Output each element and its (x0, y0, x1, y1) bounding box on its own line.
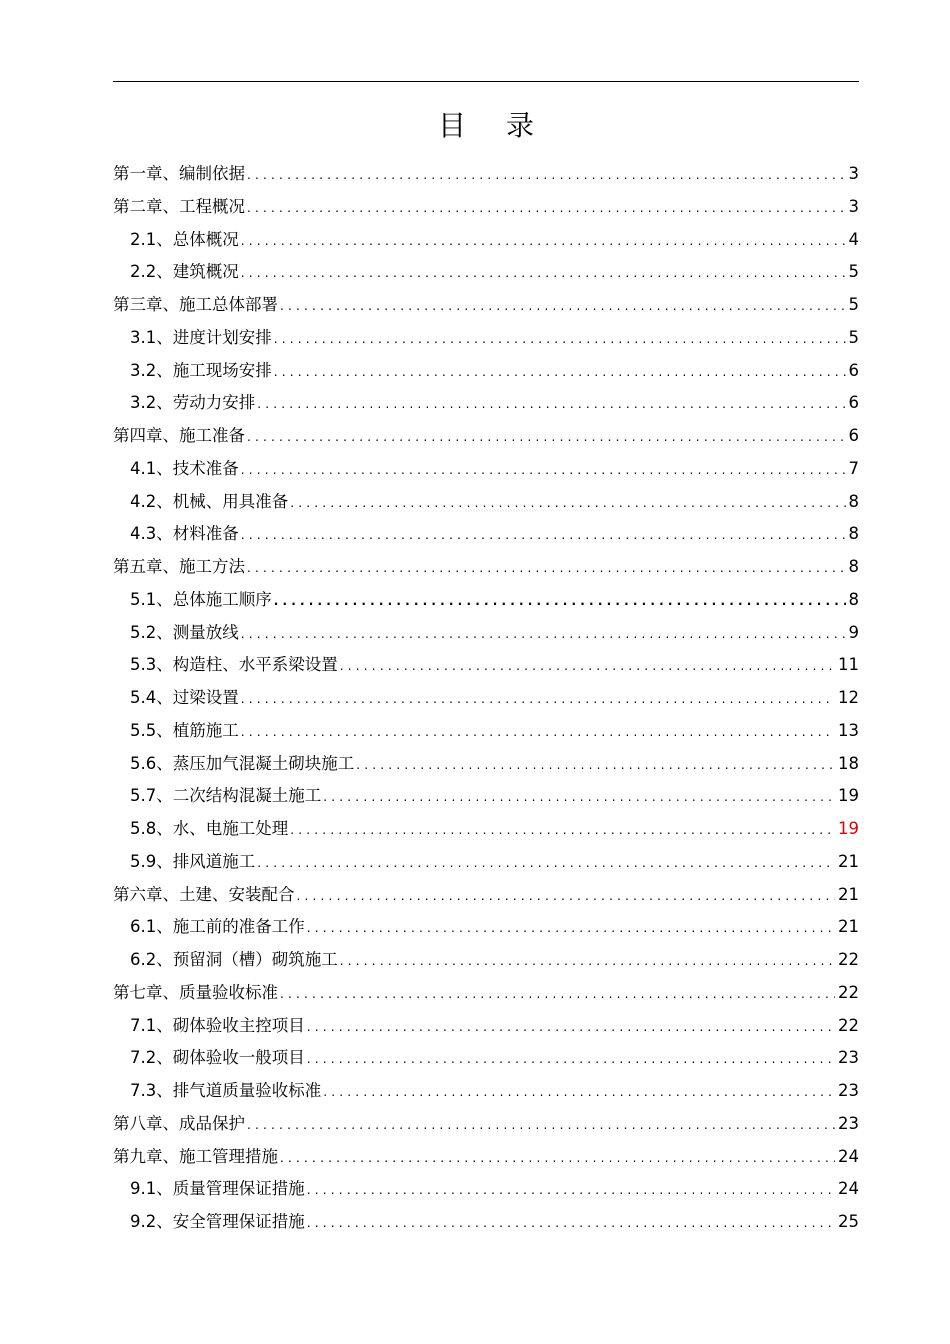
toc-list (113, 158, 859, 1239)
toc-entry-label: 第八章、成品保护 (113, 1113, 245, 1133)
toc-dot-leader (323, 1076, 835, 1109)
toc-entry[interactable] (113, 453, 859, 486)
toc-dot-leader (247, 552, 846, 585)
toc-entry-label: 5.4、过梁设置 (130, 688, 239, 707)
toc-entry[interactable] (113, 1075, 859, 1108)
toc-entry[interactable] (113, 518, 859, 551)
toc-entry-page-number: 6 (848, 360, 859, 380)
toc-entry-label: 第四章、施工准备 (113, 426, 245, 445)
toc-entry-page-number: 23 (838, 1081, 859, 1100)
toc-entry-page-number: 9 (848, 622, 859, 642)
toc-entry-label: 第五章、施工方法 (113, 557, 245, 576)
toc-dot-leader (257, 388, 845, 421)
toc-dot-leader (307, 1011, 835, 1044)
toc-entry[interactable] (113, 551, 859, 584)
toc-dot-leader (356, 749, 835, 782)
toc-entry[interactable] (113, 256, 859, 289)
toc-entry-page-number: 13 (838, 720, 859, 740)
toc-dot-leader (280, 1142, 835, 1175)
toc-entry-label: 5.3、构造柱、水平系梁设置 (130, 655, 338, 675)
toc-entry-page-number: 7 (848, 458, 859, 478)
toc-dot-leader (340, 945, 835, 978)
toc-entry[interactable] (113, 682, 859, 715)
toc-entry-page-number: 3 (848, 196, 859, 216)
toc-entry-label: 5.5、植筋施工 (130, 720, 239, 740)
toc-entry[interactable] (113, 191, 859, 224)
toc-dot-leader (307, 1174, 835, 1207)
toc-entry-label: 5.2、测量放线 (130, 622, 239, 642)
toc-dot-leader (297, 880, 836, 913)
toc-entry-label: 9.1、质量管理保证措施 (130, 1179, 305, 1199)
toc-dot-leader (241, 618, 846, 651)
toc-entry[interactable] (113, 1042, 859, 1075)
toc-dot-leader (323, 781, 835, 814)
toc-entry[interactable] (113, 387, 859, 420)
toc-entry-label: 5.9、排风道施工 (130, 851, 256, 871)
toc-entry-page-number: 22 (838, 982, 859, 1002)
toc-entry-page-number: 8 (848, 491, 859, 511)
toc-entry[interactable] (113, 977, 859, 1010)
toc-entry-label: 5.1、总体施工顺序 (130, 589, 272, 609)
toc-entry-label: 3.2、施工现场安排 (130, 360, 272, 380)
toc-entry[interactable] (113, 1141, 859, 1174)
toc-entry-page-number: 19 (838, 786, 859, 806)
toc-entry-label: 7.1、砌体验收主控项目 (130, 1015, 305, 1035)
toc-dot-leader (340, 650, 835, 683)
toc-entry-page-number: 11 (838, 655, 859, 675)
toc-dot-leader (241, 519, 846, 552)
toc-entry[interactable] (113, 780, 859, 813)
toc-dot-leader (307, 1207, 835, 1240)
toc-entry-label: 第六章、土建、安装配合 (113, 884, 295, 904)
toc-entry-page-number: 6 (848, 426, 859, 445)
toc-dot-leader (241, 683, 835, 716)
toc-dot-leader (247, 192, 846, 225)
toc-entry[interactable] (113, 420, 859, 453)
toc-entry[interactable] (113, 944, 859, 977)
toc-entry[interactable] (113, 1108, 859, 1141)
toc-entry-label: 第七章、质量验收标准 (113, 982, 278, 1002)
toc-dot-leader (241, 454, 846, 487)
toc-entry-label: 3.1、进度计划安排 (130, 327, 272, 347)
toc-entry[interactable] (113, 1010, 859, 1043)
toc-entry-label: 2.1、总体概况 (130, 229, 239, 249)
toc-entry-page-number: 8 (848, 589, 859, 609)
toc-title: 目录 (437, 109, 574, 142)
toc-dot-leader (307, 912, 835, 945)
toc-entry[interactable] (113, 1173, 859, 1206)
toc-entry-page-number: 4 (848, 229, 859, 249)
toc-entry-page-number: 5 (848, 295, 859, 314)
toc-dot-leader (241, 257, 846, 290)
toc-entry-page-number: 23 (838, 1113, 859, 1133)
toc-entry-page-number: 18 (838, 753, 859, 773)
toc-entry-label: 5.6、蒸压加气混凝土砌块施工 (130, 753, 355, 773)
toc-entry-label: 第二章、工程概况 (113, 196, 245, 216)
toc-entry[interactable] (113, 846, 859, 879)
toc-dot-leader (257, 847, 835, 880)
toc-entry-page-number: 21 (838, 884, 859, 904)
toc-entry[interactable] (113, 649, 859, 682)
toc-dot-leader (274, 585, 846, 618)
toc-entry[interactable] (113, 584, 859, 617)
toc-entry-page-number: 5 (848, 327, 859, 347)
toc-entry-label: 6.1、施工前的准备工作 (130, 917, 305, 937)
toc-entry-page-number: 22 (838, 1015, 859, 1035)
toc-entry-label: 第三章、施工总体部署 (113, 295, 278, 314)
toc-dot-leader (241, 225, 846, 258)
toc-entry-label: 4.1、技术准备 (130, 458, 239, 478)
toc-dot-leader (280, 978, 835, 1011)
toc-entry[interactable] (113, 911, 859, 944)
toc-entry-page-number: 3 (848, 164, 859, 183)
toc-entry-page-number: 22 (838, 950, 859, 969)
toc-entry-label: 5.8、水、电施工处理 (130, 819, 289, 838)
toc-dot-leader (247, 159, 846, 192)
toc-entry-page-number: 21 (838, 851, 859, 871)
toc-entry-page-number: 24 (838, 1179, 859, 1199)
toc-entry[interactable] (113, 322, 859, 355)
toc-dot-leader (307, 1043, 835, 1076)
toc-entry-page-number: 8 (848, 524, 859, 544)
toc-entry[interactable] (113, 813, 859, 846)
toc-dot-leader (247, 1109, 835, 1142)
toc-dot-leader (290, 814, 835, 847)
toc-entry-page-number: 19 (838, 819, 859, 838)
toc-entry-page-number: 25 (838, 1212, 859, 1231)
toc-dot-leader (274, 356, 846, 389)
toc-entry-label: 9.2、安全管理保证措施 (130, 1212, 305, 1231)
toc-entry[interactable] (113, 748, 859, 781)
toc-entry[interactable] (113, 486, 859, 519)
toc-entry-page-number: 6 (848, 393, 859, 413)
toc-entry-label: 第一章、编制依据 (113, 164, 245, 183)
toc-dot-leader (274, 323, 846, 356)
toc-entry-label: 3.2、劳动力安排 (130, 393, 256, 413)
toc-entry-label: 2.2、建筑概况 (130, 262, 239, 282)
toc-entry-label: 6.2、预留洞（槽）砌筑施工 (130, 950, 338, 969)
toc-entry[interactable] (113, 355, 859, 388)
toc-entry[interactable] (113, 617, 859, 650)
toc-entry-label: 7.2、砌体验收一般项目 (130, 1048, 305, 1068)
toc-entry-page-number: 24 (838, 1146, 859, 1166)
toc-entry-page-number: 8 (848, 557, 859, 576)
toc-entry-page-number: 21 (838, 917, 859, 937)
toc-entry-page-number: 5 (848, 262, 859, 282)
toc-entry[interactable] (113, 224, 859, 257)
toc-entry[interactable] (113, 1206, 859, 1239)
toc-dot-leader (290, 487, 845, 520)
header-rule (113, 81, 859, 82)
toc-entry-label: 第九章、施工管理措施 (113, 1146, 278, 1166)
toc-entry-label: 5.7、二次结构混凝土施工 (130, 786, 322, 806)
toc-dot-leader (241, 716, 835, 749)
toc-entry[interactable] (113, 289, 859, 322)
toc-entry-label: 7.3、排气道质量验收标准 (130, 1081, 322, 1100)
toc-entry-label: 4.2、机械、用具准备 (130, 491, 289, 511)
toc-entry-page-number: 23 (838, 1048, 859, 1068)
toc-entry-page-number: 12 (838, 688, 859, 707)
toc-dot-leader (280, 290, 846, 323)
toc-entry[interactable] (113, 158, 859, 191)
toc-dot-leader (247, 421, 846, 454)
toc-entry[interactable] (113, 879, 859, 912)
toc-entry-label: 4.3、材料准备 (130, 524, 239, 544)
toc-entry[interactable] (113, 715, 859, 748)
